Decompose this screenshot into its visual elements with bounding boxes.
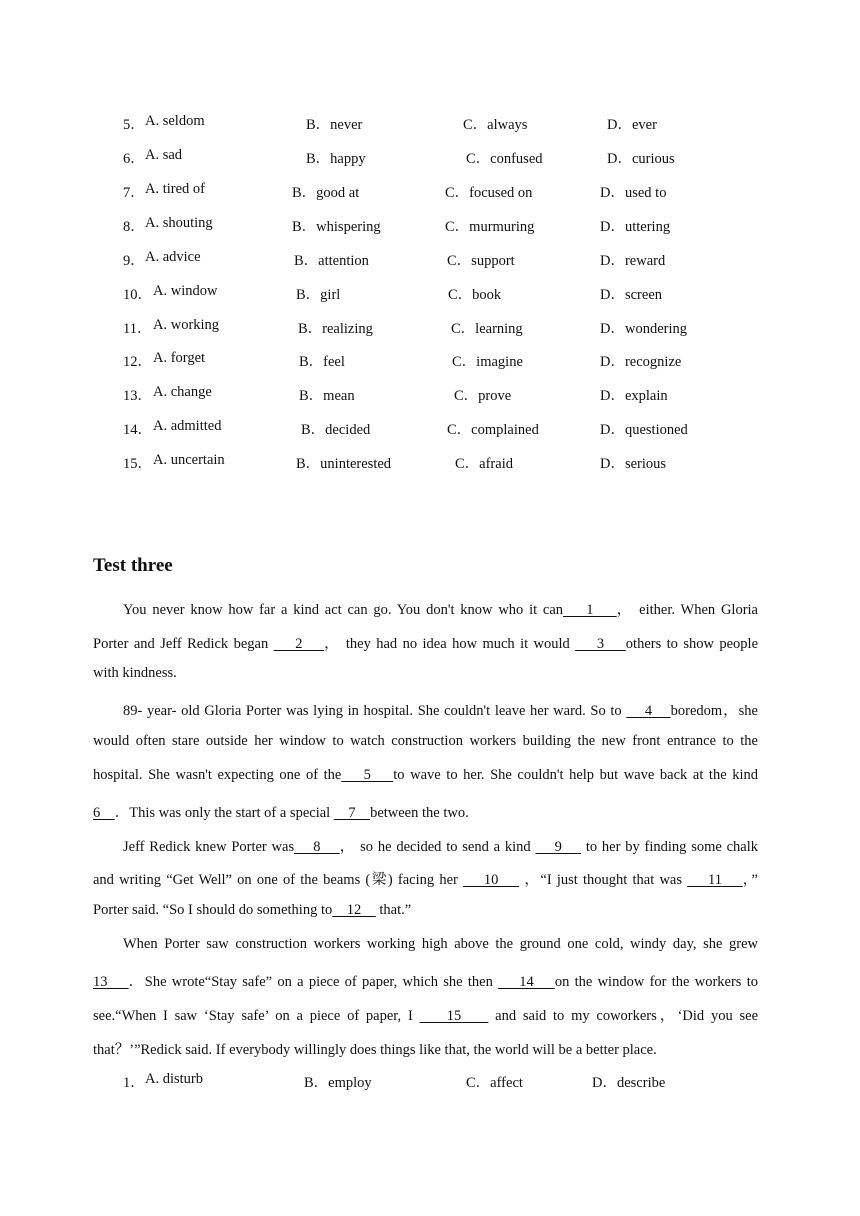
option-d: D．recognize	[600, 354, 682, 370]
option-d: D．reward	[600, 253, 666, 269]
blank-6: 6	[93, 805, 115, 821]
question-row	[0, 283, 860, 303]
option-a: A. change	[153, 384, 212, 400]
option-d: D．explain	[600, 388, 668, 404]
option-b: B．feel	[299, 354, 345, 370]
option-d: D．screen	[600, 287, 663, 303]
text-segment: would often stare outside her window to watch construction workers building the new front entrance to the	[93, 733, 758, 749]
blank-2: 2	[273, 636, 325, 652]
question-row	[0, 147, 860, 167]
option-d: D．uttering	[600, 219, 671, 235]
option-b: B．mean	[299, 388, 355, 404]
blank-10: 10	[463, 872, 520, 888]
question-number: 10．	[123, 287, 152, 303]
text-segment: and writing “Get Well” on one of the beams (梁) facing her	[93, 872, 464, 888]
blank-8: 8	[294, 839, 340, 855]
question-row	[0, 1071, 860, 1091]
option-b: B．happy	[306, 151, 366, 167]
text-segment: see.“When I saw ‘Stay safe’ on a piece of paper, I	[93, 1008, 420, 1024]
option-a: A. forget	[153, 350, 206, 366]
question-row	[0, 249, 860, 269]
option-d: D．questioned	[600, 422, 688, 438]
passage-line	[93, 632, 758, 653]
text-segment: ．She wrote“Stay safe” on a piece of paper, which she then	[128, 974, 499, 990]
option-c: C．imagine	[452, 354, 523, 370]
passage-line	[93, 970, 758, 991]
option-a: A. disturb	[145, 1071, 203, 1087]
option-c: C．book	[448, 287, 502, 303]
text-segment: and said to my coworkers，‘Did you see	[488, 1008, 759, 1024]
option-c: C．support	[447, 253, 515, 269]
option-b: B．never	[306, 117, 363, 133]
option-a: A. window	[153, 283, 218, 299]
option-c: C．learning	[451, 321, 523, 337]
text-segment: with kindness.	[93, 665, 177, 681]
option-d: D．describe	[592, 1075, 666, 1091]
option-c: C．afraid	[455, 456, 513, 472]
text-segment: between the two.	[370, 805, 469, 821]
text-segment: ．This was only the start of a special	[114, 805, 334, 821]
option-d: D．ever	[607, 117, 657, 133]
blank-11: 11	[687, 872, 743, 888]
option-d: D．wondering	[600, 321, 687, 337]
option-c: C．confused	[466, 151, 543, 167]
question-row	[0, 452, 860, 472]
question-row	[0, 317, 860, 337]
passage-line	[93, 801, 469, 822]
blank-9: 9	[535, 839, 582, 855]
option-c: C．focused on	[445, 185, 533, 201]
option-a: A. seldom	[145, 113, 205, 129]
option-b: B．good at	[292, 185, 360, 201]
passage-line	[93, 767, 758, 784]
text-segment: 89- year- old Gloria Porter was lying in hospital. She couldn't leave her ward. So to	[123, 703, 627, 719]
text-segment: on the window for the workers to	[554, 974, 759, 990]
text-segment: ， so he decided to send a kind	[339, 839, 536, 855]
question-row	[0, 181, 860, 201]
passage-line	[93, 1038, 657, 1059]
question-row	[0, 350, 860, 370]
option-c: C．always	[463, 117, 528, 133]
passage-line	[123, 835, 758, 856]
question-number: 9．	[123, 253, 145, 269]
question-row	[0, 215, 860, 235]
text-segment: boredom，she	[670, 703, 758, 719]
passage-line	[93, 733, 758, 750]
text-segment: others to show people	[625, 636, 759, 652]
blank-12: 12	[332, 902, 376, 918]
question-row	[0, 418, 860, 438]
text-segment: When Porter saw construction workers working high above the ground one cold, windy day, she grew	[123, 936, 758, 952]
option-a: A. uncertain	[153, 452, 225, 468]
passage-line	[93, 1004, 758, 1025]
text-segment: ，”	[742, 872, 758, 888]
option-b: B．whispering	[292, 219, 381, 235]
blank-13: 13	[93, 974, 129, 990]
text-segment: ，“I just thought that was	[519, 872, 688, 888]
question-number: 14．	[123, 422, 152, 438]
text-segment: to wave to her. She couldn't help but wave back at the kind	[393, 767, 759, 783]
option-d: D．used to	[600, 185, 667, 201]
text-segment: that.”	[375, 902, 412, 918]
passage-line	[123, 699, 758, 720]
option-a: A. advice	[145, 249, 201, 265]
question-number: 12．	[123, 354, 152, 370]
option-c: C．affect	[466, 1075, 523, 1091]
text-segment: to her by finding some chalk	[581, 839, 758, 855]
passage-line	[123, 598, 758, 619]
question-row	[0, 384, 860, 404]
option-c: C．murmuring	[445, 219, 535, 235]
blank-1: 1	[563, 602, 617, 618]
question-number: 8．	[123, 219, 145, 235]
option-a: A. working	[153, 317, 220, 333]
text-segment: hospital. She wasn't expecting one of the	[93, 767, 342, 783]
question-number: 7．	[123, 185, 145, 201]
option-b: B．girl	[296, 287, 341, 303]
option-b: B．realizing	[298, 321, 373, 337]
option-d: D．curious	[607, 151, 675, 167]
text-segment: ， they had no idea how much it would	[324, 636, 576, 652]
question-number: 13．	[123, 388, 152, 404]
blank-14: 14	[498, 974, 555, 990]
option-b: B．employ	[304, 1075, 372, 1091]
text-segment: Jeff Redick knew Porter was	[123, 839, 295, 855]
option-c: C．prove	[454, 388, 512, 404]
question-row	[0, 113, 860, 133]
passage-line	[93, 902, 411, 919]
section-title: Test three	[93, 555, 173, 576]
passage-line	[93, 868, 758, 889]
question-number: 6．	[123, 151, 145, 167]
option-a: A. sad	[145, 147, 183, 163]
text-segment: Porter and Jeff Redick began	[93, 636, 274, 652]
option-b: B．attention	[294, 253, 369, 269]
text-segment: that？’”Redick said. If everybody willingly does things like that, the world will be a better place.	[93, 1042, 657, 1058]
blank-5: 5	[341, 767, 394, 783]
passage-line	[123, 936, 758, 953]
question-number: 1．	[123, 1075, 145, 1091]
option-a: A. admitted	[153, 418, 222, 434]
option-d: D．serious	[600, 456, 667, 472]
option-b: B．decided	[301, 422, 371, 438]
option-a: A. tired of	[145, 181, 205, 197]
question-number: 11．	[123, 321, 152, 337]
blank-15: 15	[419, 1008, 489, 1024]
text-segment: Porter said. “So I should do something to	[93, 902, 333, 918]
text-segment: ， either. When Gloria	[616, 602, 758, 618]
question-number: 5．	[123, 117, 145, 133]
passage-line	[93, 665, 177, 682]
option-a: A. shouting	[145, 215, 213, 231]
text-segment: You never know how far a kind act can go. You don't know who it can	[123, 602, 564, 618]
question-number: 15．	[123, 456, 152, 472]
option-b: B．uninterested	[296, 456, 392, 472]
option-c: C．complained	[447, 422, 539, 438]
blank-4: 4	[626, 703, 671, 719]
blank-7: 7	[333, 805, 371, 821]
blank-3: 3	[575, 636, 626, 652]
